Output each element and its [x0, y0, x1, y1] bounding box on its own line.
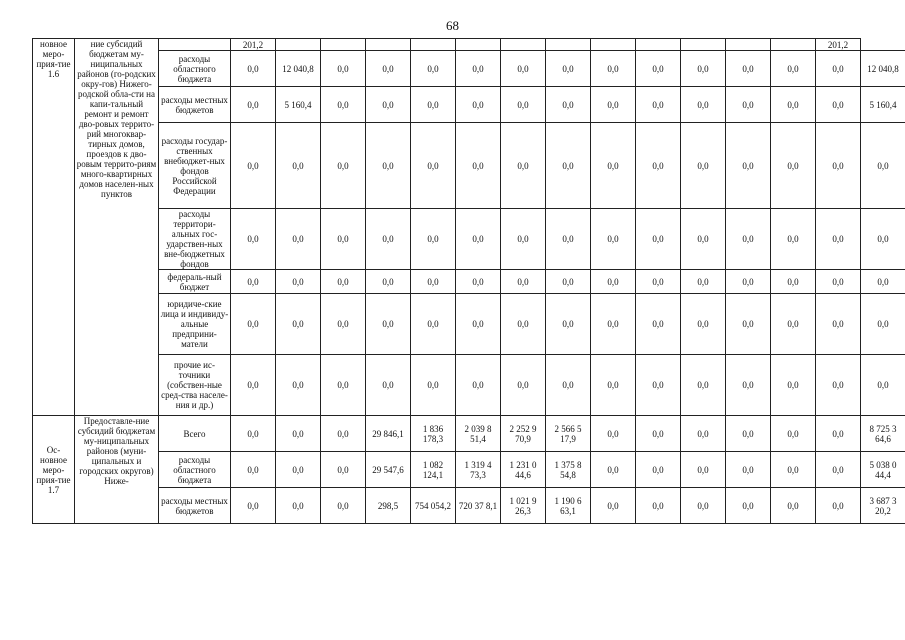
source-cell: [159, 39, 231, 51]
value-cell: 0,0: [276, 488, 321, 524]
value-cell: 0,0: [726, 294, 771, 355]
funding-source: Всего: [159, 416, 231, 452]
value-cell: 0,0: [501, 123, 546, 209]
value-cell: 0,0: [276, 294, 321, 355]
value-cell: 2 252 9 70,9: [501, 416, 546, 452]
value-cell: 0,0: [546, 270, 591, 294]
value-cell: 3 687 3 20,2: [861, 488, 905, 524]
value-cell: 0,0: [771, 123, 816, 209]
funding-source: расходы государ-ственных внебюджет-ных фондов Российской Федерации: [159, 123, 231, 209]
value-cell: 0,0: [501, 355, 546, 416]
value-cell: 0,0: [546, 294, 591, 355]
table-row: [33, 416, 905, 452]
value-cell: 0,0: [681, 87, 726, 123]
table-row: [33, 452, 905, 488]
value-cell: 0,0: [726, 209, 771, 270]
table-row: [33, 270, 905, 294]
value-cell: 0,0: [861, 209, 905, 270]
value-cell: 29 846,1: [366, 416, 411, 452]
value-cell: 0,0: [771, 488, 816, 524]
value-cell: 1 836 178,3: [411, 416, 456, 452]
value-cell: 0,0: [501, 270, 546, 294]
value-cell: 0,0: [231, 488, 276, 524]
value-cell: 0,0: [456, 51, 501, 87]
value-cell: 0,0: [816, 452, 861, 488]
value-cell: 0,0: [231, 355, 276, 416]
value-cell: 0,0: [636, 123, 681, 209]
value-cell: 201,2: [816, 39, 861, 51]
value-cell: 0,0: [771, 209, 816, 270]
value-cell: 0,0: [321, 416, 366, 452]
value-cell: 0,0: [456, 270, 501, 294]
value-cell: 0,0: [771, 270, 816, 294]
value-cell: 0,0: [321, 355, 366, 416]
value-cell: 0,0: [276, 416, 321, 452]
value-cell: [456, 39, 501, 51]
value-cell: 0,0: [411, 87, 456, 123]
value-cell: 0,0: [321, 294, 366, 355]
table-row: [33, 51, 905, 87]
value-cell: 0,0: [366, 270, 411, 294]
value-cell: 0,0: [636, 294, 681, 355]
value-cell: 0,0: [546, 209, 591, 270]
value-cell: [366, 39, 411, 51]
value-cell: 0,0: [771, 355, 816, 416]
value-cell: 5 038 0 44,4: [861, 452, 905, 488]
value-cell: 0,0: [366, 87, 411, 123]
value-cell: 0,0: [726, 355, 771, 416]
value-cell: 0,0: [366, 294, 411, 355]
value-cell: 0,0: [411, 294, 456, 355]
value-cell: [276, 39, 321, 51]
value-cell: 8 725 3 64,6: [861, 416, 905, 452]
value-cell: 0,0: [456, 209, 501, 270]
value-cell: 0,0: [861, 294, 905, 355]
value-cell: 298,5: [366, 488, 411, 524]
value-cell: 0,0: [276, 270, 321, 294]
value-cell: 0,0: [321, 209, 366, 270]
value-cell: 0,0: [501, 209, 546, 270]
value-cell: 1 375 8 54,8: [546, 452, 591, 488]
value-cell: 0,0: [636, 488, 681, 524]
funding-source: федераль-ный бюджет: [159, 270, 231, 294]
value-cell: 0,0: [726, 416, 771, 452]
value-cell: 0,0: [591, 488, 636, 524]
value-cell: [591, 39, 636, 51]
value-cell: 0,0: [321, 123, 366, 209]
value-cell: 0,0: [231, 270, 276, 294]
value-cell: 0,0: [681, 51, 726, 87]
value-cell: 1 021 9 26,3: [501, 488, 546, 524]
value-cell: 0,0: [636, 270, 681, 294]
value-cell: [681, 39, 726, 51]
value-cell: 0,0: [726, 452, 771, 488]
value-cell: 0,0: [321, 452, 366, 488]
value-cell: 0,0: [591, 209, 636, 270]
value-cell: 0,0: [276, 123, 321, 209]
value-cell: 0,0: [276, 209, 321, 270]
value-cell: 0,0: [321, 270, 366, 294]
value-cell: 0,0: [366, 123, 411, 209]
value-cell: 5 160,4: [861, 87, 905, 123]
value-cell: 0,0: [636, 416, 681, 452]
value-cell: 0,0: [276, 452, 321, 488]
value-cell: 0,0: [816, 270, 861, 294]
value-cell: 0,0: [546, 123, 591, 209]
value-cell: 0,0: [771, 452, 816, 488]
value-cell: 0,0: [771, 87, 816, 123]
value-cell: 0,0: [231, 209, 276, 270]
value-cell: 0,0: [816, 123, 861, 209]
table-row: [33, 87, 905, 123]
value-cell: 0,0: [321, 51, 366, 87]
value-cell: 5 160,4: [276, 87, 321, 123]
value-cell: 0,0: [501, 294, 546, 355]
value-cell: 201,2: [231, 39, 276, 51]
value-cell: 0,0: [231, 87, 276, 123]
table-row: [33, 123, 905, 209]
value-cell: 1 319 4 73,3: [456, 452, 501, 488]
value-cell: [501, 39, 546, 51]
value-cell: 12 040,8: [861, 51, 905, 87]
value-cell: 0,0: [321, 87, 366, 123]
value-cell: [321, 39, 366, 51]
value-cell: 0,0: [411, 355, 456, 416]
value-cell: 0,0: [231, 452, 276, 488]
value-cell: 0,0: [681, 123, 726, 209]
value-cell: 0,0: [456, 123, 501, 209]
value-cell: 0,0: [591, 294, 636, 355]
budget-table: [32, 38, 905, 524]
funding-source: расходы областного бюджета: [159, 51, 231, 87]
value-cell: 0,0: [681, 416, 726, 452]
funding-source: юридиче-ские лица и индивиду-альные предприни-матели: [159, 294, 231, 355]
value-cell: 0,0: [816, 51, 861, 87]
page-number: 68: [446, 18, 459, 33]
value-cell: 0,0: [591, 51, 636, 87]
value-cell: 0,0: [636, 452, 681, 488]
value-cell: 0,0: [681, 488, 726, 524]
table-row: [33, 39, 905, 51]
value-cell: 0,0: [636, 87, 681, 123]
table-row: [33, 294, 905, 355]
value-cell: 0,0: [591, 123, 636, 209]
value-cell: [546, 39, 591, 51]
value-cell: 0,0: [636, 51, 681, 87]
funding-source: расходы местных бюджетов: [159, 488, 231, 524]
activity-code-1-7: Ос-новное меро-прия-тие 1.7: [33, 416, 75, 524]
table-row: [33, 488, 905, 524]
value-cell: 2 039 8 51,4: [456, 416, 501, 452]
value-cell: 1 082 124,1: [411, 452, 456, 488]
value-cell: 0,0: [771, 294, 816, 355]
value-cell: 0,0: [681, 270, 726, 294]
value-cell: 0,0: [726, 488, 771, 524]
table-row: [33, 209, 905, 270]
value-cell: 29 547,6: [366, 452, 411, 488]
value-cell: 0,0: [456, 355, 501, 416]
value-cell: 0,0: [816, 209, 861, 270]
value-cell: 12 040,8: [276, 51, 321, 87]
value-cell: 0,0: [591, 87, 636, 123]
value-cell: 0,0: [411, 209, 456, 270]
value-cell: 0,0: [366, 209, 411, 270]
funding-source: расходы местных бюджетов: [159, 87, 231, 123]
activity-description-1-6: ние субсидий бюджетам му-ниципальных районов (го-родских окру-гов) Нижего-родской обла-сти на капи-тальный ремонт и ремонт дво-ровых террито-рий многоквар-тирных домов, проездов к дво-ровым террито-риям много-квартирных домов населен-ных пунктов: [75, 39, 159, 416]
value-cell: 0,0: [861, 355, 905, 416]
value-cell: 0,0: [681, 209, 726, 270]
value-cell: 0,0: [591, 452, 636, 488]
table-row: [33, 355, 905, 416]
value-cell: 0,0: [501, 87, 546, 123]
funding-source: прочие ис-точники (собствен-ные сред-ства населе-ния и др.): [159, 355, 231, 416]
value-cell: 0,0: [231, 123, 276, 209]
value-cell: 0,0: [366, 355, 411, 416]
funding-source: расходы территори-альных гос-ударствен-ных вне-бюджетных фондов: [159, 209, 231, 270]
value-cell: 0,0: [411, 51, 456, 87]
value-cell: 0,0: [726, 270, 771, 294]
value-cell: 0,0: [681, 355, 726, 416]
value-cell: 720 37 8,1: [456, 488, 501, 524]
value-cell: 0,0: [231, 51, 276, 87]
value-cell: [726, 39, 771, 51]
value-cell: 0,0: [861, 123, 905, 209]
value-cell: 0,0: [816, 416, 861, 452]
value-cell: 0,0: [816, 488, 861, 524]
value-cell: 0,0: [366, 51, 411, 87]
value-cell: 1 231 0 44,6: [501, 452, 546, 488]
value-cell: 0,0: [591, 416, 636, 452]
value-cell: 0,0: [546, 51, 591, 87]
value-cell: 2 566 5 17,9: [546, 416, 591, 452]
value-cell: 0,0: [591, 270, 636, 294]
value-cell: 0,0: [591, 355, 636, 416]
value-cell: 0,0: [411, 270, 456, 294]
value-cell: 0,0: [411, 123, 456, 209]
value-cell: 0,0: [276, 355, 321, 416]
value-cell: 0,0: [771, 51, 816, 87]
value-cell: 0,0: [636, 355, 681, 416]
value-cell: 0,0: [456, 294, 501, 355]
value-cell: [771, 39, 816, 51]
value-cell: 0,0: [321, 488, 366, 524]
funding-source: расходы областного бюджета: [159, 452, 231, 488]
activity-code-1-6: новное меро-прия-тие 1.6: [33, 39, 75, 416]
value-cell: 0,0: [771, 416, 816, 452]
activity-description-1-7: Предоставле-ние субсидий бюджетам му-ниципальных районов (муни-ципальных и городских округов) Ниже-: [75, 416, 159, 524]
value-cell: 754 054,2: [411, 488, 456, 524]
value-cell: 0,0: [501, 51, 546, 87]
value-cell: 0,0: [726, 123, 771, 209]
value-cell: 0,0: [546, 355, 591, 416]
value-cell: 0,0: [231, 294, 276, 355]
value-cell: 0,0: [681, 452, 726, 488]
value-cell: 1 190 6 63,1: [546, 488, 591, 524]
value-cell: 0,0: [636, 209, 681, 270]
value-cell: 0,0: [816, 355, 861, 416]
value-cell: [411, 39, 456, 51]
value-cell: 0,0: [816, 87, 861, 123]
value-cell: 0,0: [546, 87, 591, 123]
value-cell: 0,0: [816, 294, 861, 355]
value-cell: 0,0: [726, 87, 771, 123]
value-cell: 0,0: [456, 87, 501, 123]
value-cell: 0,0: [681, 294, 726, 355]
value-cell: 0,0: [861, 270, 905, 294]
value-cell: 0,0: [231, 416, 276, 452]
value-cell: 0,0: [726, 51, 771, 87]
value-cell: [636, 39, 681, 51]
